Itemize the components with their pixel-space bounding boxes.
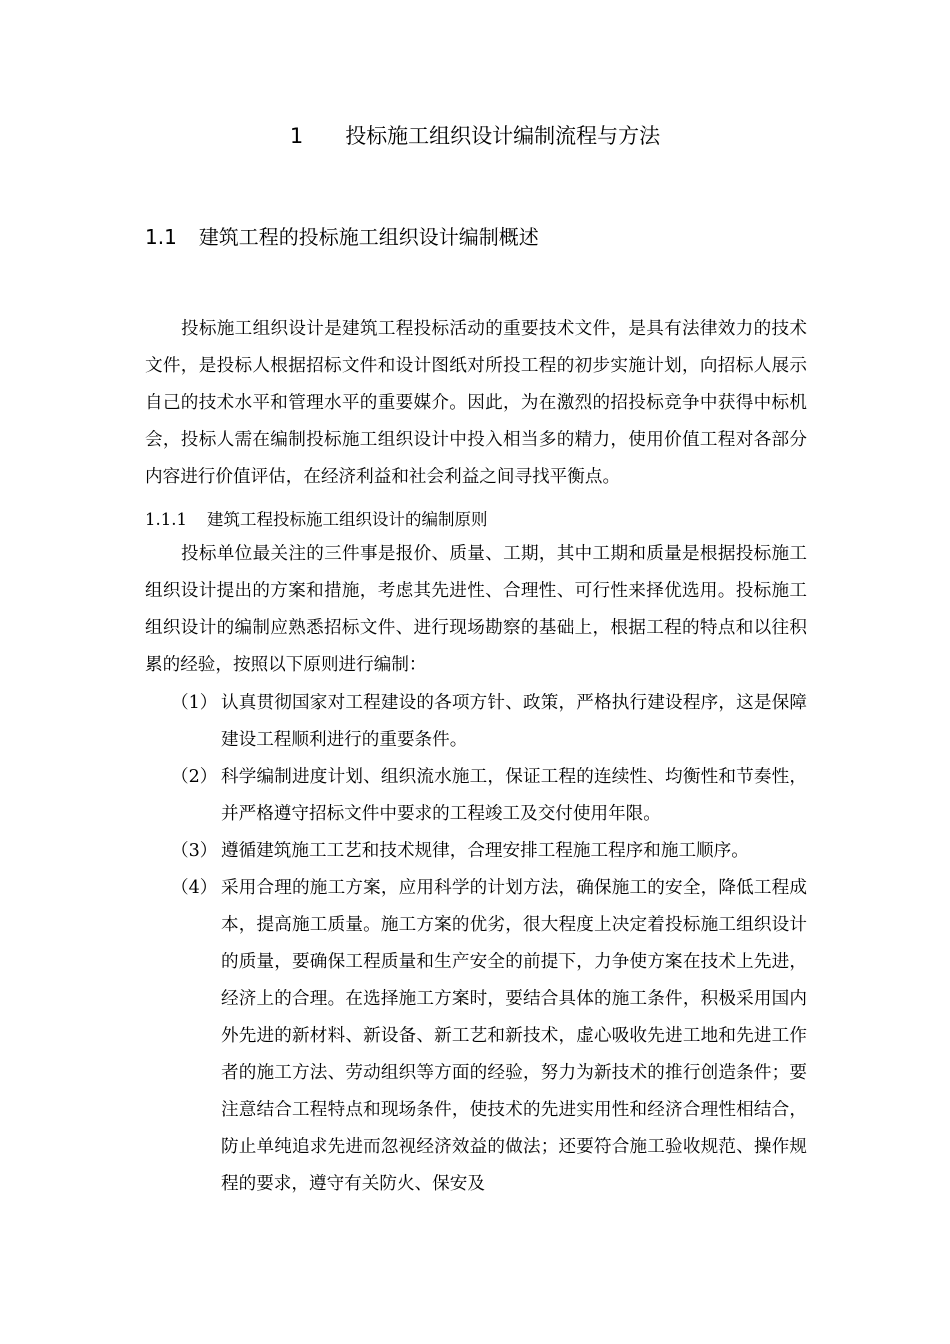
chapter-number: 1 (289, 124, 304, 148)
list-marker: （3） (171, 841, 218, 861)
principles-list (145, 685, 807, 1203)
list-item-text: 认真贯彻国家对工程建设的各项方针、政策，严格执行建设程序，这是保障建设工程顺利进行的重要条件。 (221, 693, 807, 750)
list-item-text: 遵循建筑施工工艺和技术规律，合理安排工程施工程序和施工顺序。 (221, 841, 749, 861)
list-marker: （1） (171, 693, 218, 713)
subsection-title-text: 建筑工程投标施工组织设计的编制原则 (206, 510, 488, 529)
list-item (145, 685, 807, 759)
chapter-title-text: 投标施工组织设计编制流程与方法 (345, 124, 661, 148)
list-item (145, 759, 807, 833)
list-item-text: 科学编制进度计划、组织流水施工，保证工程的连续性、均衡性和节奏性，并严格遵守招标文件中要求的工程竣工及交付使用年限。 (221, 767, 807, 824)
list-item (145, 870, 807, 1203)
list-marker: （2） (171, 767, 218, 787)
subsection-title (145, 505, 487, 535)
list-marker: （4） (171, 878, 218, 898)
list-item-text: 采用合理的施工方案，应用科学的计划方法，确保施工的安全，降低工程成本，提高施工质量。施工方案的优劣，很大程度上决定着投标施工组织设计的质量，要确保工程质量和生产安全的前提下，力争使方案在技术上先进，经济上的合理。在选择施工方案时，要结合具体的施工条件，积极采用国内外先进的新材料、新设备、新工艺和新技术，虚心吸收先进工地和先进工作者的施工方法、劳动组织等方面的经验，努力为新技术的推行创造条件；要注意结合工程特点和现场条件，使技术的先进实用性和经济合理性相结合，防止单纯追求先进而忽视经济效益的做法；还要符合施工验收规范、操作规程的要求，遵守有关防火、保安及 (221, 878, 807, 1194)
chapter-title (0, 118, 950, 154)
section-title (145, 220, 539, 254)
intro-paragraph: 投标施工组织设计是建筑工程投标活动的重要技术文件，是具有法律效力的技术文件，是投标人根据招标文件和设计图纸对所投工程的初步实施计划，向招标人展示自己的技术水平和管理水平的重要媒介。因此，为在激烈的招投标竞争中获得中标机会，投标人需在编制投标施工组织设计中投入相当多的精力，使用价值工程对各部分内容进行价值评估，在经济利益和社会利益之间寻找平衡点。 (145, 319, 807, 487)
list-item (145, 833, 807, 870)
principles-intro-paragraph: 投标单位最关注的三件事是报价、质量、工期，其中工期和质量是根据投标施工组织设计提出的方案和措施，考虑其先进性、合理性、可行性来择优选用。投标施工组织设计的编制应熟悉招标文件、进行现场勘察的基础上，根据工程的特点和以往积累的经验，按照以下原则进行编制： (145, 544, 807, 675)
section-title-text: 建筑工程的投标施工组织设计编制概述 (198, 225, 539, 249)
section-number: 1.1 (145, 225, 177, 249)
subsection-number: 1.1.1 (145, 510, 187, 529)
